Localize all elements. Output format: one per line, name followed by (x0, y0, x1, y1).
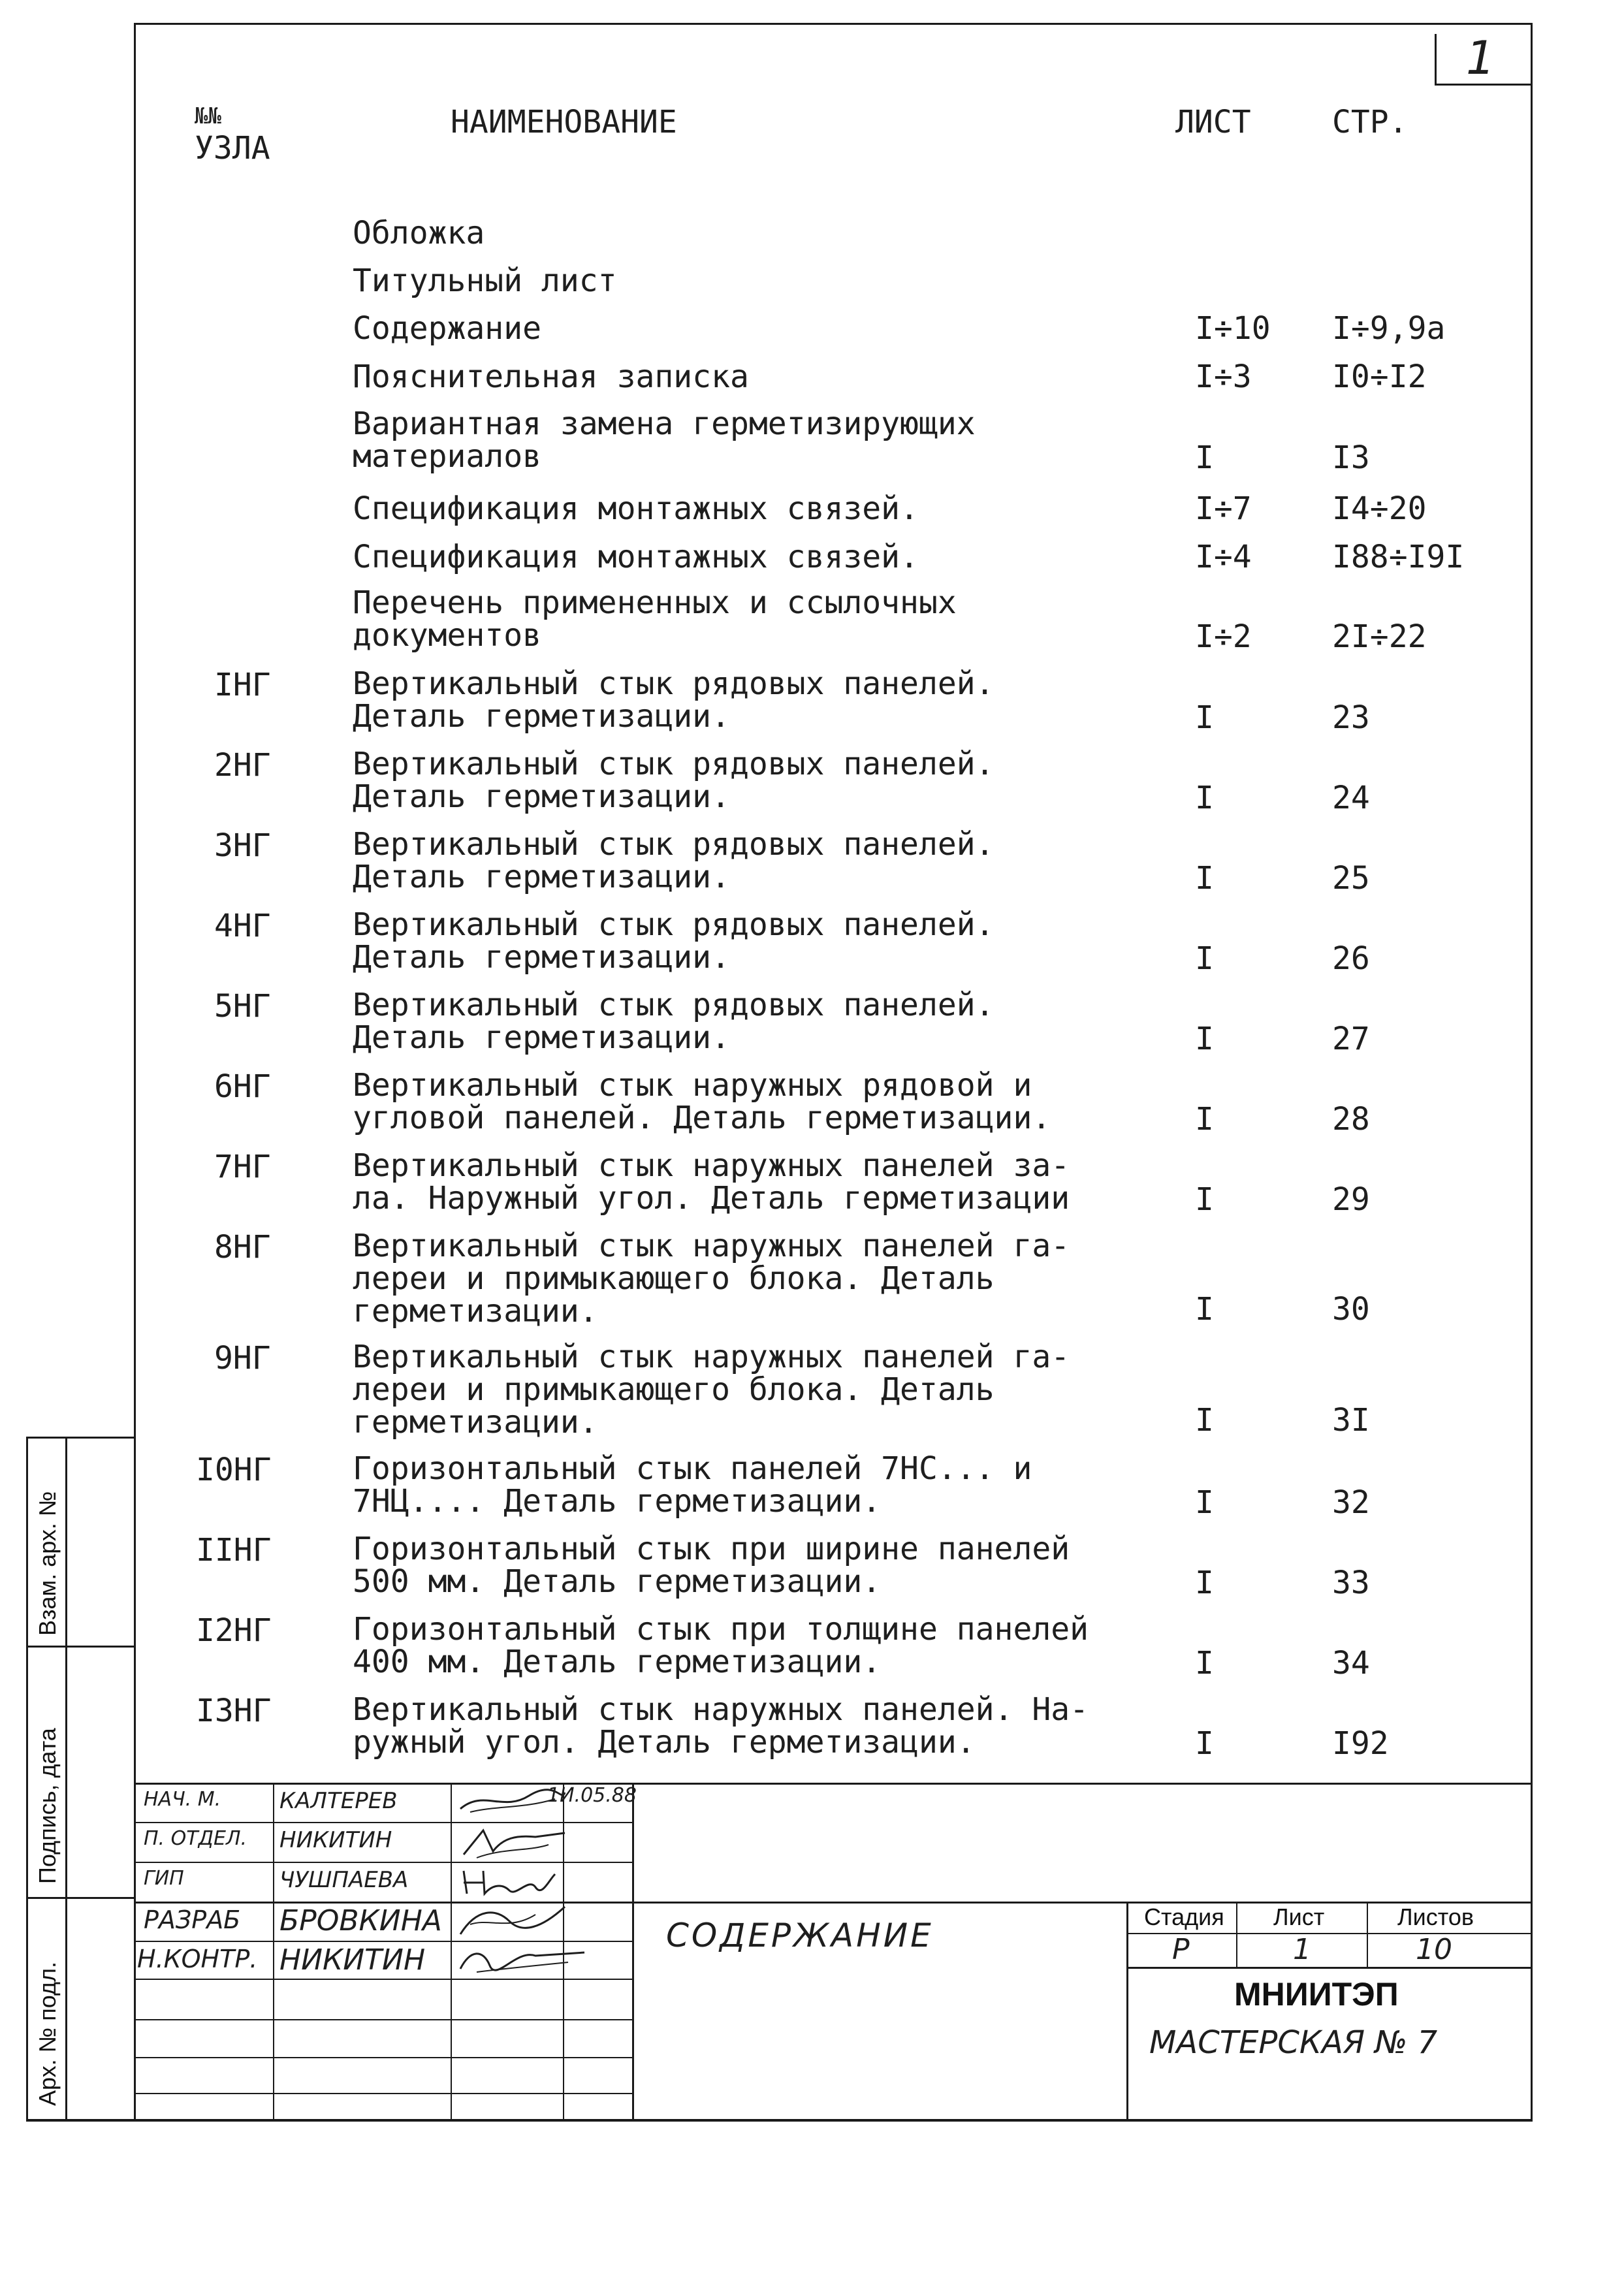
row-sheet: I (1195, 1101, 1214, 1138)
row-sheet: I (1195, 860, 1214, 897)
sheet-number: 1 (1466, 31, 1495, 85)
signature-scribble (457, 1786, 568, 1819)
stamp-row-line (134, 1941, 633, 1942)
stamp-col-line (451, 1783, 452, 2119)
strip-divider (65, 1437, 67, 2121)
stamp-signer-name: НИКИТИН (279, 1943, 426, 1977)
row-node: IIНГ (196, 1532, 272, 1569)
row-name: Вертикальный стык рядовых панелей. Деталь герметизации. (353, 906, 995, 976)
strip-left-line (26, 1437, 28, 2121)
row-name: Вертикальный стык рядовых панелей. Деталь герметизации. (353, 746, 995, 815)
sheet-box-left (1435, 34, 1437, 85)
stamp-row-line (1126, 1967, 1533, 1969)
row-sheet: I (1195, 780, 1214, 816)
signature-scribble (457, 1943, 588, 1979)
strip-cell-line (26, 1646, 134, 1648)
signature-scribble (457, 1864, 562, 1900)
stamp-row-line (134, 1862, 633, 1863)
frame-bottom-line (26, 2119, 1533, 2122)
row-node: 5НГ (214, 988, 271, 1025)
row-name: Горизонтальный стык при ширине панелей 500 мм. Деталь герметизации. (353, 1531, 1070, 1600)
strip-cell-line (26, 1897, 134, 1899)
row-page: I3 (1332, 439, 1370, 476)
stamp-row-line (134, 2093, 633, 2094)
row-sheet: I÷10 (1195, 310, 1271, 347)
row-sheet: I (1195, 1645, 1214, 1681)
row-sheet: I÷7 (1195, 490, 1252, 527)
row-page: 34 (1332, 1645, 1370, 1681)
strip-top-line (26, 1437, 134, 1439)
header-page: СТР. (1332, 104, 1408, 140)
row-name: Вариантная замена герметизирующих материалов (353, 406, 976, 475)
row-name: Перечень примененных и ссылочных документов (353, 584, 957, 654)
stamp-signer-name: БРОВКИНА (279, 1904, 442, 1937)
row-name: Содержание (353, 310, 541, 347)
row-page: 29 (1332, 1181, 1370, 1218)
stamp-col-line (1367, 1902, 1368, 1967)
frame-left-line (134, 23, 136, 2121)
sheets-value: 10 (1416, 1933, 1452, 1966)
stamp-role: Н.КОНТР. (137, 1945, 258, 1973)
stamp-signer-name: КАЛТЕРЕВ (279, 1788, 398, 1814)
row-page: I4÷20 (1332, 490, 1427, 527)
row-name: Вертикальный стык рядовых панелей. Деталь герметизации. (353, 826, 995, 895)
row-name: Горизонтальный стык панелей 7НС... и 7НЦ.... Деталь герметизации. (353, 1450, 1032, 1520)
row-page: 25 (1332, 860, 1370, 897)
row-node: 2НГ (214, 747, 271, 784)
stamp-row-line (134, 1822, 633, 1823)
organization-name: МНИИТЭП (1234, 1976, 1399, 2013)
row-page: 24 (1332, 780, 1370, 816)
frame-right-line (1531, 23, 1533, 2121)
stamp-role: НАЧ. М. (144, 1788, 221, 1811)
row-page: I88÷I9I (1332, 539, 1465, 575)
row-node: I0НГ (196, 1452, 272, 1488)
signature-scribble (457, 1902, 568, 1941)
stage-label: Стадия (1144, 1904, 1224, 1930)
row-page: 33 (1332, 1565, 1370, 1601)
stamp-top-line (134, 1783, 1533, 1785)
row-sheet: I÷4 (1195, 539, 1252, 575)
stamp-col-line (273, 1783, 274, 2119)
stamp-row-line (134, 2057, 633, 2058)
row-page: 28 (1332, 1101, 1370, 1138)
stamp-col-line (1236, 1902, 1237, 1967)
row-name: Вертикальный стык наружных рядовой и угловой панелей. Деталь герметизации. (353, 1067, 1051, 1136)
row-sheet: I (1195, 940, 1214, 977)
row-name: Вертикальный стык рядовых панелей. Деталь герметизации. (353, 987, 995, 1056)
row-page: 3I (1332, 1402, 1370, 1439)
row-page: I0÷I2 (1332, 358, 1427, 395)
header-node-label: УЗЛА (195, 130, 270, 167)
row-node: 3НГ (214, 827, 271, 864)
row-node: IНГ (214, 667, 271, 703)
row-sheet: I÷2 (1195, 618, 1252, 655)
row-node: I3НГ (196, 1693, 272, 1729)
row-name: Вертикальный стык наружных панелей га- лереи и примыкающего блока. Деталь герметизации. (353, 1339, 1070, 1441)
row-sheet: I (1195, 1291, 1214, 1328)
row-node: 9НГ (214, 1340, 271, 1377)
row-name: Вертикальный стык наружных панелей за- ла. Наружный угол. Деталь герметизации (353, 1147, 1070, 1217)
row-sheet: I (1195, 1181, 1214, 1218)
workshop-name: МАСТЕРСКАЯ № 7 (1149, 2024, 1438, 2061)
stamp-row-line (134, 2019, 633, 2020)
row-sheet: I (1195, 439, 1214, 476)
row-sheet: I (1195, 1021, 1214, 1057)
row-node: 7НГ (214, 1149, 271, 1185)
row-name: Вертикальный стык рядовых панелей. Деталь герметизации. (353, 665, 995, 735)
sheet-label: Лист (1273, 1904, 1325, 1930)
row-page: 2I÷22 (1332, 618, 1427, 655)
row-page: I92 (1332, 1725, 1389, 1762)
margin-exchange-archive-no: Взам. арх. № (34, 1491, 61, 1636)
stamp-role: П. ОТДЕЛ. (144, 1827, 247, 1850)
row-name: Вертикальный стык наружных панелей. На- ружный угол. Деталь герметизации. (353, 1691, 1089, 1760)
row-sheet: I (1195, 1484, 1214, 1521)
row-sheet: I (1195, 1725, 1214, 1762)
row-page: 27 (1332, 1021, 1370, 1057)
row-sheet: I (1195, 1402, 1214, 1439)
row-name: Спецификация монтажных связей. (353, 539, 919, 575)
row-name: Спецификация монтажных связей. (353, 490, 919, 527)
stamp-date: 1И.05.88 (547, 1784, 637, 1807)
row-sheet: I÷3 (1195, 358, 1252, 395)
row-node: 6НГ (214, 1068, 271, 1105)
stage-value: Р (1172, 1933, 1190, 1966)
sheet-value: 1 (1293, 1933, 1311, 1966)
row-name: Горизонтальный стык при толщине панелей 400 мм. Деталь герметизации. (353, 1611, 1089, 1680)
header-sheet: ЛИСТ (1175, 104, 1251, 140)
stamp-row-line (134, 1979, 633, 1980)
row-page: 26 (1332, 940, 1370, 977)
row-sheet: I (1195, 1565, 1214, 1601)
header-name: НАИМЕНОВАНИЕ (451, 104, 677, 140)
row-node: I2НГ (196, 1612, 272, 1649)
margin-sign-date: Подпись, дата (34, 1728, 61, 1884)
margin-original-archive-no: Арх. № подл. (34, 1962, 61, 2106)
row-node: 4НГ (214, 908, 271, 944)
stamp-signer-name: ЧУШПАЕВА (279, 1867, 409, 1893)
row-node: 8НГ (214, 1229, 271, 1266)
row-name: Пояснительная записка (353, 358, 749, 395)
stamp-role: РАЗРАБ (144, 1905, 241, 1934)
row-sheet: I (1195, 699, 1214, 736)
frame-top-line (134, 23, 1533, 25)
row-page: I÷9,9а (1332, 310, 1446, 347)
row-name: Титульный лист (353, 263, 617, 299)
row-name: Вертикальный стык наружных панелей га- лереи и примыкающего блока. Деталь герметизации. (353, 1228, 1070, 1330)
sheets-label: Листов (1397, 1904, 1474, 1930)
stamp-signer-name: НИКИТИН (279, 1827, 392, 1853)
row-page: 23 (1332, 699, 1370, 736)
row-name: Обложка (353, 215, 485, 251)
row-page: 30 (1332, 1291, 1370, 1328)
stamp-col-line (632, 1783, 634, 2119)
signature-scribble (457, 1825, 568, 1861)
stamp-role: ГИП (144, 1867, 184, 1890)
stamp-doc-title: СОДЕРЖАНИЕ (666, 1917, 934, 1954)
row-page: 32 (1332, 1484, 1370, 1521)
header-node-no: №№ (195, 103, 221, 129)
